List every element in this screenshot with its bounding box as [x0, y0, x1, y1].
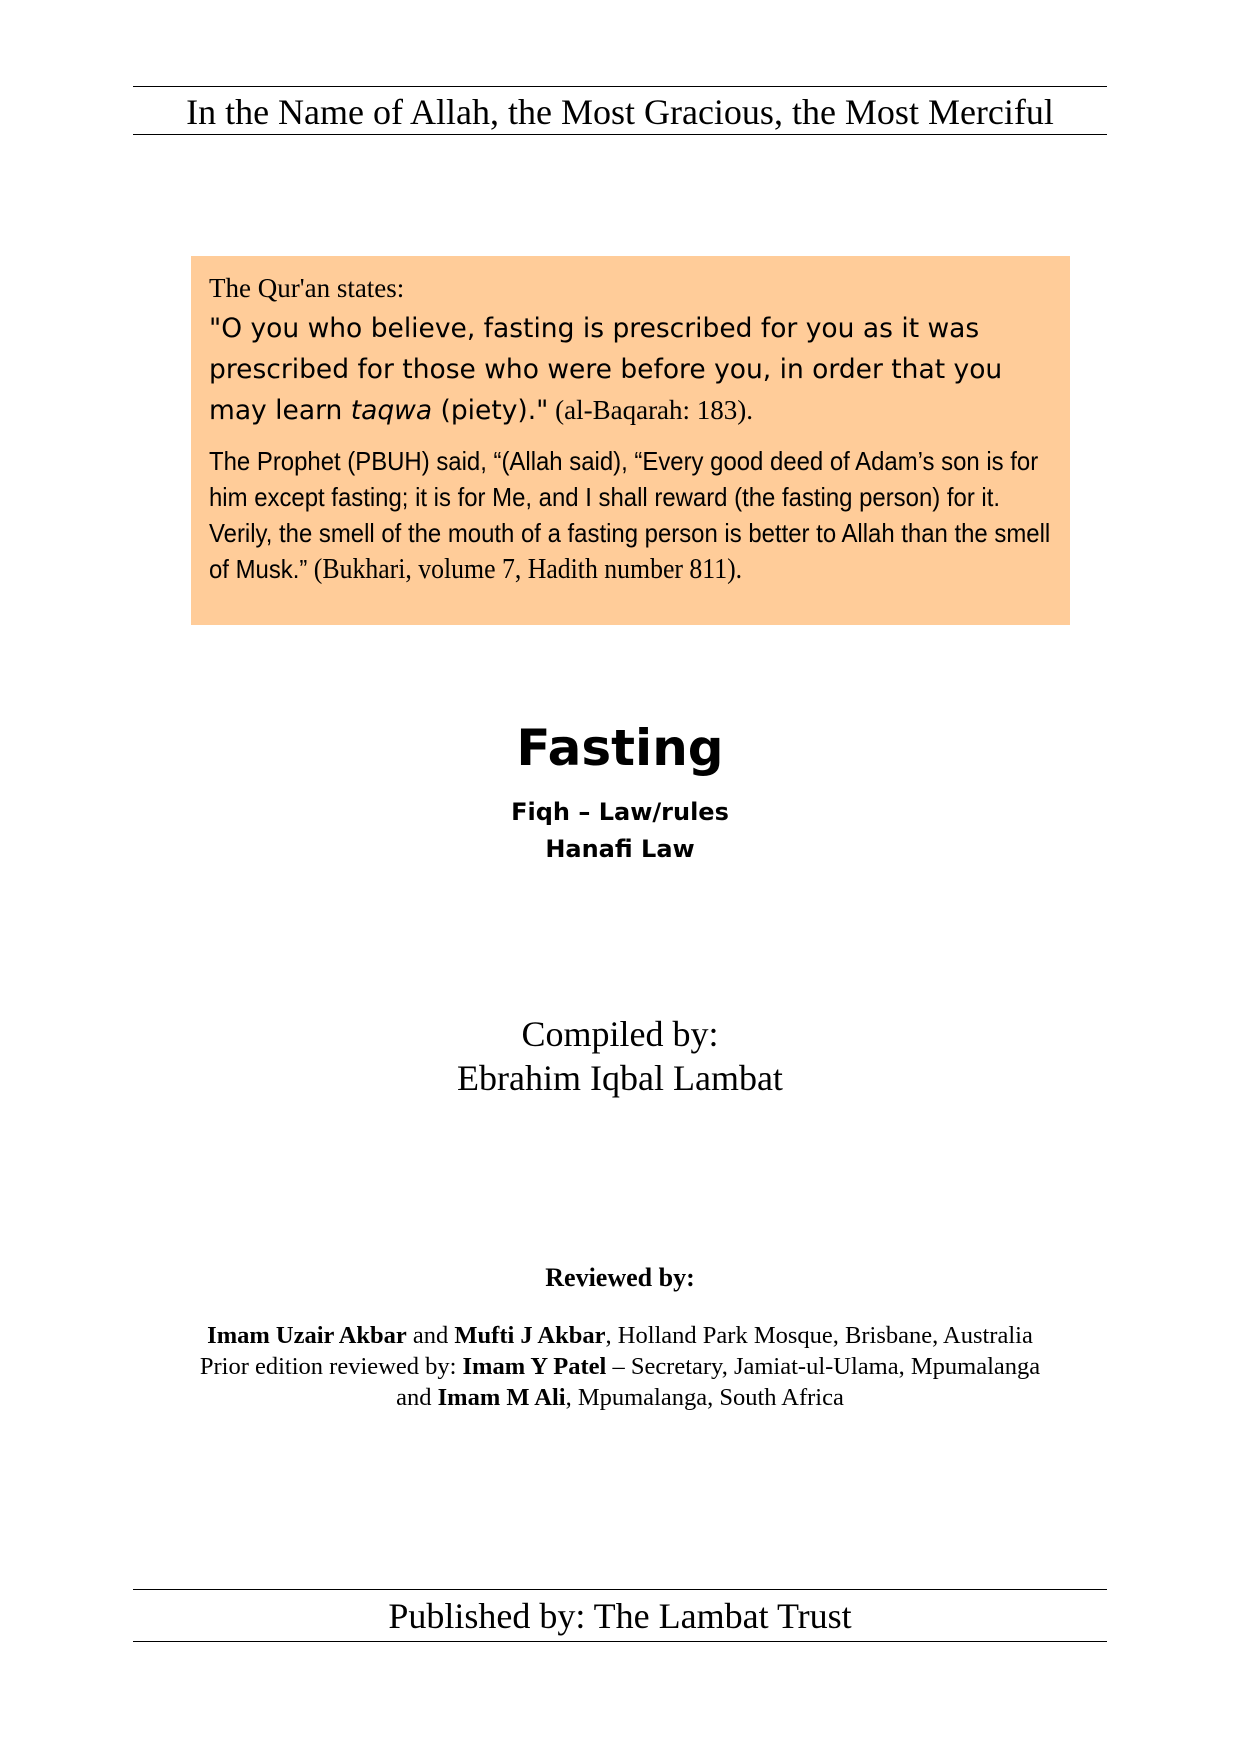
- reviewer-name: Imam Uzair Akbar: [207, 1322, 407, 1349]
- reviewers-line-1: [0, 1320, 1240, 1351]
- quran-intro: The Qur'an states:: [209, 273, 405, 303]
- reviewer-affiliation: , Mpumalanga, South Africa: [565, 1384, 844, 1411]
- reviewer-name: Imam M Ali: [437, 1384, 566, 1411]
- compiled-by-label: Compiled by:: [521, 1014, 719, 1054]
- reviewer-name: Imam Y Patel: [462, 1353, 607, 1380]
- basmala-header: In the Name of Allah, the Most Gracious, the Most Merciful: [186, 92, 1054, 132]
- quran-verse: [209, 308, 1054, 431]
- footer-top-rule: [133, 1589, 1107, 1590]
- verse-reference: (al-Baqarah: 183).: [548, 395, 754, 425]
- quote-box: [191, 256, 1070, 625]
- verse-text-start: "O you who believe, fasting is prescribed for you as it was prescribed for those who were before you, in order that you may learn: [209, 313, 1003, 426]
- footer-bottom-rule: [133, 1641, 1107, 1642]
- reviewers-line-3: [0, 1382, 1240, 1413]
- conjunction-text: and: [396, 1384, 438, 1411]
- subtitle-hanafi: Hanafi Law: [545, 835, 695, 863]
- publisher-footer: Published by: The Lambat Trust: [388, 1596, 852, 1636]
- prior-edition-label: Prior edition reviewed by:: [199, 1353, 463, 1380]
- verse-text-end: (piety).": [432, 395, 549, 426]
- reviewers-line-2: [0, 1351, 1240, 1382]
- hadith-reference: (Bukhari, volume 7, Hadith number 811).: [307, 554, 743, 585]
- subtitle-fiqh: Fiqh – Law/rules: [511, 798, 729, 826]
- reviewed-by-heading: Reviewed by:: [545, 1263, 695, 1292]
- reviewers-block: [0, 1320, 1240, 1413]
- hadith-text: The Prophet (PBUH) said, “(Allah said), “Every good deed of Adam’s son is for him except fasting; it is for Me, and I shall reward (the fasting person) for it. Verily, the smell of the mouth of a fasting person is better to Allah than the smell of Musk.”: [209, 446, 1051, 584]
- reviewer-name: Mufti J Akbar: [454, 1322, 606, 1349]
- header-bottom-rule: [133, 134, 1107, 135]
- verse-italic-word: taqwa: [350, 395, 433, 426]
- reviewer-affiliation: , Holland Park Mosque, Brisbane, Australia: [605, 1322, 1033, 1349]
- reviewer-affiliation: – Secretary, Jamiat-ul-Ulama, Mpumalanga: [606, 1353, 1041, 1380]
- compiled-by-block: [0, 1012, 1240, 1100]
- document-title: Fasting: [516, 719, 724, 777]
- header-top-rule: [133, 86, 1107, 87]
- compiler-name: Ebrahim Iqbal Lambat: [457, 1058, 783, 1098]
- hadith-quote: [209, 443, 1055, 588]
- conjunction-text: and: [406, 1322, 455, 1349]
